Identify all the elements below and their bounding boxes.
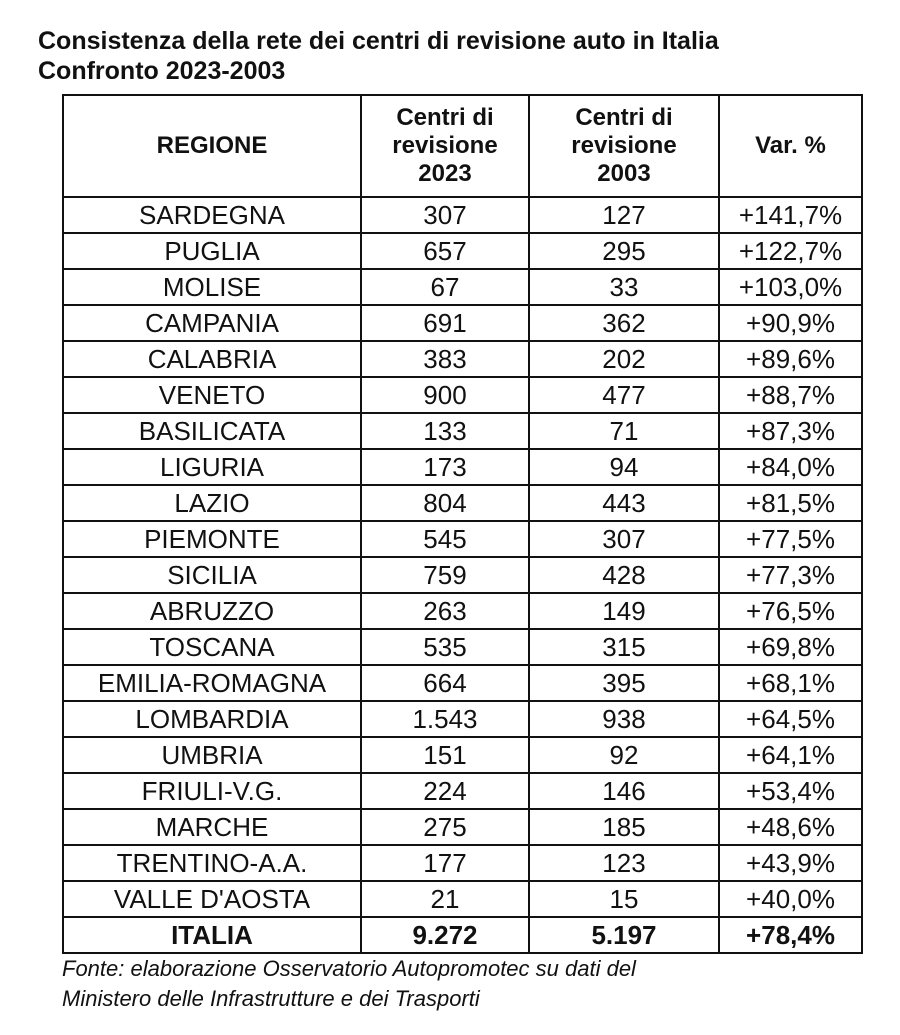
source-line-1: Fonte: elaborazione Osservatorio Autopromotec su dati del xyxy=(62,956,636,981)
cell-regione: SICILIA xyxy=(63,557,361,593)
cell-centri-2003: 295 xyxy=(529,233,719,269)
cell-centri-2003: 307 xyxy=(529,521,719,557)
cell-centri-2003: 92 xyxy=(529,737,719,773)
cell-var: +90,9% xyxy=(719,305,862,341)
table-row xyxy=(63,665,862,701)
cell-centri-2003: 185 xyxy=(529,809,719,845)
cell-regione: LIGURIA xyxy=(63,449,361,485)
title-line-1: Consistenza della rete dei centri di revisione auto in Italia xyxy=(38,27,719,55)
cell-centri-2003: 477 xyxy=(529,377,719,413)
cell-regione: TOSCANA xyxy=(63,629,361,665)
cell-centri-2023: 804 xyxy=(361,485,529,521)
cell-var: +81,5% xyxy=(719,485,862,521)
cell-var: +87,3% xyxy=(719,413,862,449)
table-row xyxy=(63,377,862,413)
cell-regione: FRIULI-V.G. xyxy=(63,773,361,809)
page-title xyxy=(38,26,719,86)
cell-centri-2003: 123 xyxy=(529,845,719,881)
cell-centri-2023: 383 xyxy=(361,341,529,377)
table-row xyxy=(63,593,862,629)
cell-regione: PUGLIA xyxy=(63,233,361,269)
total-regione: ITALIA xyxy=(63,917,361,953)
table-row xyxy=(63,881,862,917)
cell-var: +53,4% xyxy=(719,773,862,809)
cell-centri-2023: 224 xyxy=(361,773,529,809)
cell-regione: UMBRIA xyxy=(63,737,361,773)
header-centri-2003-line-3: 2003 xyxy=(597,160,651,187)
cell-centri-2003: 362 xyxy=(529,305,719,341)
cell-var: +89,6% xyxy=(719,341,862,377)
table-row xyxy=(63,305,862,341)
table-row xyxy=(63,737,862,773)
cell-regione: PIEMONTE xyxy=(63,521,361,557)
table-row xyxy=(63,701,862,737)
cell-centri-2003: 202 xyxy=(529,341,719,377)
cell-centri-2023: 263 xyxy=(361,593,529,629)
table-body xyxy=(63,197,862,953)
cell-regione: BASILICATA xyxy=(63,413,361,449)
table-row xyxy=(63,233,862,269)
table-row xyxy=(63,197,862,233)
total-centri-2023: 9.272 xyxy=(361,917,529,953)
cell-centri-2003: 315 xyxy=(529,629,719,665)
cell-regione: CAMPANIA xyxy=(63,305,361,341)
cell-centri-2003: 146 xyxy=(529,773,719,809)
cell-var: +64,5% xyxy=(719,701,862,737)
cell-centri-2023: 664 xyxy=(361,665,529,701)
cell-regione: MOLISE xyxy=(63,269,361,305)
table-row xyxy=(63,557,862,593)
header-centri-2023-line-1: Centri di xyxy=(396,104,494,131)
cell-centri-2023: 535 xyxy=(361,629,529,665)
cell-var: +76,5% xyxy=(719,593,862,629)
table-row xyxy=(63,773,862,809)
cell-regione: LOMBARDIA xyxy=(63,701,361,737)
cell-centri-2003: 94 xyxy=(529,449,719,485)
table-row xyxy=(63,269,862,305)
table-row xyxy=(63,809,862,845)
cell-regione: VENETO xyxy=(63,377,361,413)
cell-centri-2003: 149 xyxy=(529,593,719,629)
cell-var: +64,1% xyxy=(719,737,862,773)
header-regione: REGIONE xyxy=(63,95,361,197)
header-var: Var. % xyxy=(719,95,862,197)
cell-regione: ABRUZZO xyxy=(63,593,361,629)
title-line-2: Confronto 2023-2003 xyxy=(38,57,286,85)
header-centri-2003-line-2: revisione xyxy=(571,132,677,159)
total-var: +78,4% xyxy=(719,917,862,953)
header-centri-2023-line-2: revisione xyxy=(392,132,498,159)
cell-centri-2023: 21 xyxy=(361,881,529,917)
cell-centri-2003: 33 xyxy=(529,269,719,305)
data-table xyxy=(62,94,863,954)
cell-regione: TRENTINO-A.A. xyxy=(63,845,361,881)
cell-centri-2023: 545 xyxy=(361,521,529,557)
cell-centri-2003: 127 xyxy=(529,197,719,233)
cell-var: +141,7% xyxy=(719,197,862,233)
cell-centri-2023: 151 xyxy=(361,737,529,773)
table-row xyxy=(63,449,862,485)
cell-regione: SARDEGNA xyxy=(63,197,361,233)
cell-centri-2023: 900 xyxy=(361,377,529,413)
cell-var: +69,8% xyxy=(719,629,862,665)
cell-regione: CALABRIA xyxy=(63,341,361,377)
cell-var: +103,0% xyxy=(719,269,862,305)
cell-var: +122,7% xyxy=(719,233,862,269)
table-row xyxy=(63,629,862,665)
cell-centri-2003: 443 xyxy=(529,485,719,521)
table-row xyxy=(63,845,862,881)
cell-centri-2023: 691 xyxy=(361,305,529,341)
cell-regione: EMILIA-ROMAGNA xyxy=(63,665,361,701)
cell-var: +84,0% xyxy=(719,449,862,485)
cell-centri-2023: 1.543 xyxy=(361,701,529,737)
header-centri-2003-line-1: Centri di xyxy=(575,104,673,131)
cell-regione: LAZIO xyxy=(63,485,361,521)
cell-centri-2003: 428 xyxy=(529,557,719,593)
cell-centri-2003: 71 xyxy=(529,413,719,449)
source-note xyxy=(62,954,636,1014)
cell-var: +88,7% xyxy=(719,377,862,413)
table-row xyxy=(63,341,862,377)
cell-centri-2023: 173 xyxy=(361,449,529,485)
cell-var: +77,5% xyxy=(719,521,862,557)
table-row xyxy=(63,485,862,521)
table-row xyxy=(63,521,862,557)
cell-centri-2023: 177 xyxy=(361,845,529,881)
cell-centri-2003: 15 xyxy=(529,881,719,917)
cell-centri-2003: 938 xyxy=(529,701,719,737)
cell-regione: MARCHE xyxy=(63,809,361,845)
cell-var: +68,1% xyxy=(719,665,862,701)
cell-var: +77,3% xyxy=(719,557,862,593)
total-row xyxy=(63,917,862,953)
cell-centri-2023: 133 xyxy=(361,413,529,449)
header-row xyxy=(63,95,862,197)
header-centri-2003 xyxy=(529,95,719,197)
header-centri-2023-line-3: 2023 xyxy=(418,160,472,187)
cell-var: +48,6% xyxy=(719,809,862,845)
cell-centri-2003: 395 xyxy=(529,665,719,701)
cell-centri-2023: 657 xyxy=(361,233,529,269)
cell-centri-2023: 67 xyxy=(361,269,529,305)
total-centri-2003: 5.197 xyxy=(529,917,719,953)
cell-centri-2023: 275 xyxy=(361,809,529,845)
cell-regione: VALLE D'AOSTA xyxy=(63,881,361,917)
cell-centri-2023: 759 xyxy=(361,557,529,593)
header-centri-2023 xyxy=(361,95,529,197)
cell-var: +40,0% xyxy=(719,881,862,917)
table-row xyxy=(63,413,862,449)
source-line-2: Ministero delle Infrastrutture e dei Trasporti xyxy=(62,986,480,1011)
cell-var: +43,9% xyxy=(719,845,862,881)
cell-centri-2023: 307 xyxy=(361,197,529,233)
